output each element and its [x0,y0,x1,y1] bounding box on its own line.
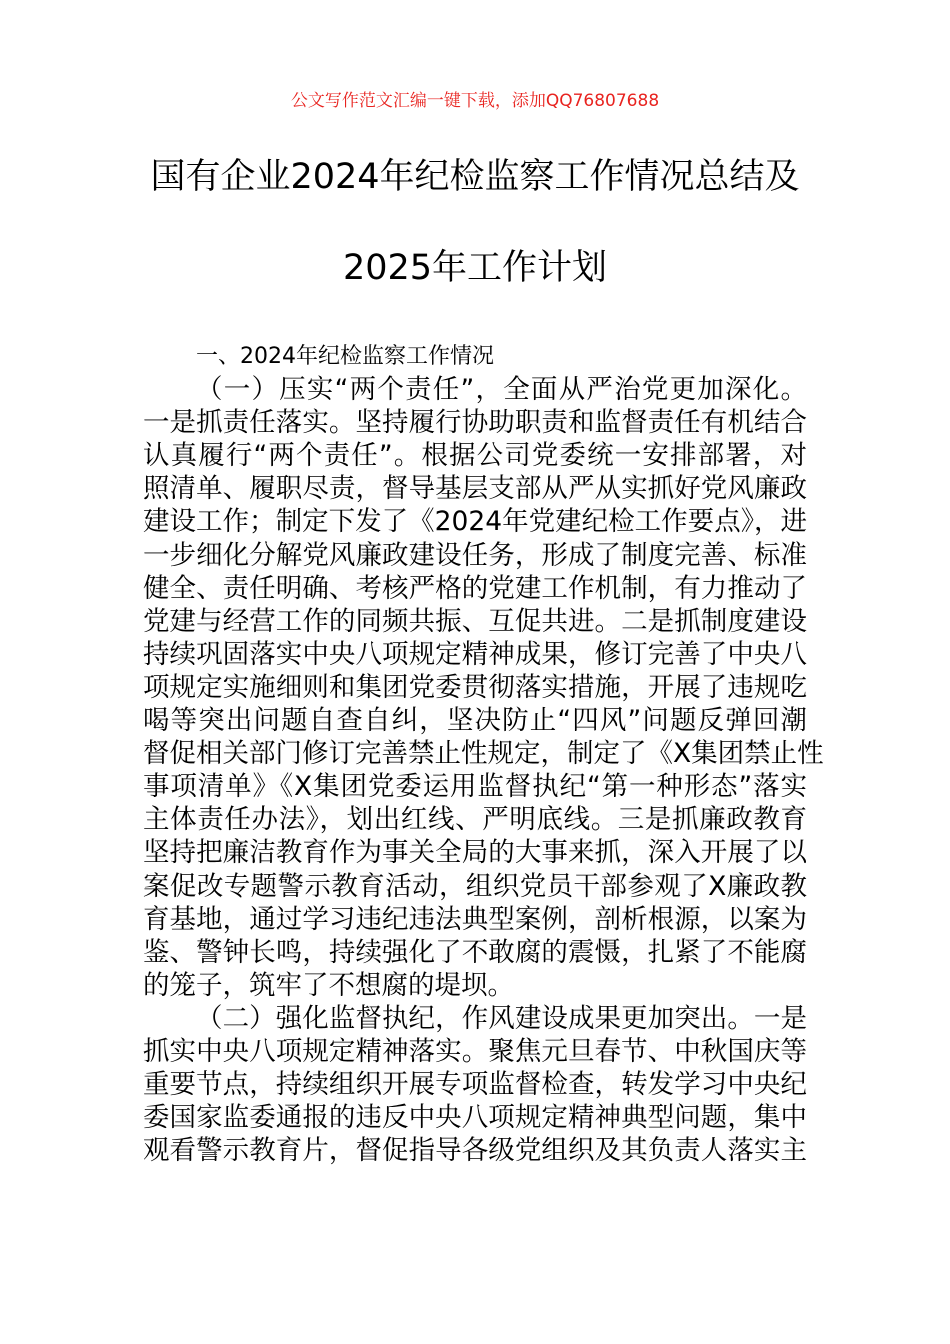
paragraph-line: 重要节点，持续组织开展专项监督检查，转发学习中央纪 [143,1069,807,1101]
section-heading: 一、2024年纪检监察工作情况 [196,344,494,369]
paragraph-line: 项规定实施细则和集团党委贯彻落实措施，开展了违规吃 [143,671,807,703]
paragraph-line: 主体责任办法》，划出红线、严明底线。三是抓廉政教育 [143,804,807,836]
paragraph-line: 喝等突出问题自查自纠，坚决防止“四风”问题反弹回潮 [143,705,807,737]
paragraph-line: 事项清单》《X集团党委运用监督执纪“第一种形态”落实 [143,771,807,803]
paragraph-line: 党建与经营工作的同频共振、互促共进。二是抓制度建设 [143,605,807,637]
paragraph-line: 抓实中央八项规定精神落实。聚焦元旦春节、中秋国庆等 [143,1035,807,1067]
document-title-line-1: 国有企业2024年纪检监察工作情况总结及 [150,157,800,197]
paragraph-line: 认真履行“两个责任”。根据公司党委统一安排部署，对 [143,440,807,472]
paragraph-line: 坚持把廉洁教育作为事关全局的大事来抓，深入开展了以 [143,837,807,869]
paragraph-line: 案促改专题警示教育活动，组织党员干部参观了X廉政教 [143,870,807,902]
paragraph-line: 观看警示教育片，督促指导各级党组织及其负责人落实主 [143,1135,807,1167]
document-title-line-2: 2025年工作计划 [342,248,608,288]
paragraph-line: 照清单、履职尽责，督导基层支部从严从实抓好党风廉政 [143,473,807,505]
paragraph-line: （一）压实“两个责任”，全面从严治党更加深化。 [196,374,807,406]
paragraph-2 [143,1002,807,1167]
paragraph-line: 一是抓责任落实。坚持履行协助职责和监督责任有机结合 [143,407,807,439]
paragraph-line: 一步细化分解党风廉政建设任务，形成了制度完善、标准 [143,539,807,571]
paragraph-line: 委国家监委通报的违反中央八项规定精神典型问题，集中 [143,1102,807,1134]
document-body [143,340,824,1167]
paragraph-line: 健全、责任明确、考核严格的党建工作机制，有力推动了 [143,572,807,604]
paragraph-1 [143,373,824,1002]
promo-download-link[interactable]: 公文写作范文汇编一键下载，添加QQ76807688 [290,91,660,111]
paragraph-line: 育基地，通过学习违纪违法典型案例，剖析根源，以案为 [143,903,807,935]
paragraph-line: 鉴、警钟长鸣，持续强化了不敢腐的震慑，扎紧了不能腐 [143,936,807,968]
paragraph-line: 建设工作；制定下发了《2024年党建纪检工作要点》，进 [143,506,807,538]
paragraph-line: 督促相关部门修订完善禁止性规定，制定了《X集团禁止性 [143,738,824,770]
paragraph-line: 持续巩固落实中央八项规定精神成果，修订完善了中央八 [143,638,807,670]
paragraph-line: 的笼子，筑牢了不想腐的堤坝。 [143,969,514,1001]
paragraph-line: （二）强化监督执纪，作风建设成果更加突出。一是 [196,1002,807,1034]
